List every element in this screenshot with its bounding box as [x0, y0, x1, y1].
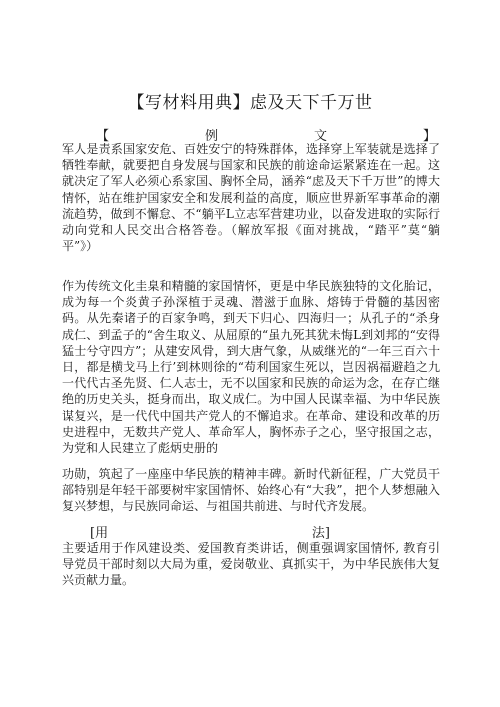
- example-paragraph-1: 军人是责系国家安危、百姓安宁的特殊群体，选择穿上军装就是选择了牺牲奉献，就要把自身发展与国家和民族的前途命运紧紧连在一起。这就决定了军人必须心系家国、胸怀全局，涵养“虑及天下千万世”的博大情怀，站在维护国家安全和发展利益的高度，顺应世界新军事革命的潮流趋势，做到不懈怠、不“躺平L立志军营建功业，以奋发进取的实际行动向党和人民交出合格答卷。（解放军报《面对挑战，“踏平”莫“躺平”》）: [62, 142, 440, 254]
- usage-close-word: 法]: [311, 526, 330, 541]
- example-paragraph-2: 作为传统文化圭臬和精髓的家国情怀，更是中华民族独特的文化胎记，成为每一个炎黄子孙深植于灵魂、潜滋于血脉、熔铸于骨髓的基因密码。从先秦诸子的百家争鸣，到天下归心、四海归一；从孔子的“杀身成仁、到孟子的“舍生取义、从屈原的“虽九死其犹未悔L到刘邦的“安得猛士兮守四方”；从建安风骨，到大唐气象，从威继光的“一年三百六十日，都是横戈马上行’到林则徐的“苟利国家生死以，岂因祸福避趋之九一代代古圣先贤、仁人志士，无不以国家和民族的命运为念，在存亡继绝的历史关头，挺身而出，取义成仁。为中国人民谋幸福、为中华民族谋复兴，是一代代中国共产党人的不懈追求。在革命、建设和改革的历史进程中，无数共产党人、革命军人，胸怀赤子之心，坚守报国之志，为党和人民建立了彪炳史册的: [62, 279, 440, 456]
- usage-open-word: [用: [90, 526, 109, 541]
- usage-section-header: [90, 522, 330, 541]
- example-word-2: 文: [313, 129, 327, 144]
- example-close-bracket: 】: [422, 129, 436, 144]
- example-paragraph-3: 功勋，筑起了一座座中华民族的精神丰碑。新时代新征程，广大党员干部特别是年轻干部要树牢家国情怀、始终心有“大我”，把个人梦想融入复兴梦想，与民族同命运、与祖国共前进、与时代齐发展。: [62, 467, 440, 514]
- example-word-1: 例: [204, 129, 218, 144]
- usage-paragraph: 主要适用于作风建设类、爱国教育类讲话，侧重强调家国情怀, 教育引导党员干部时刻以大局为重，爱岗敬业、真抓实干，为中华民族伟大复兴贡献力量。: [62, 541, 440, 588]
- document-title: 【写材料用典】虑及天下千万世: [127, 93, 373, 113]
- example-open-bracket: 【: [96, 129, 110, 144]
